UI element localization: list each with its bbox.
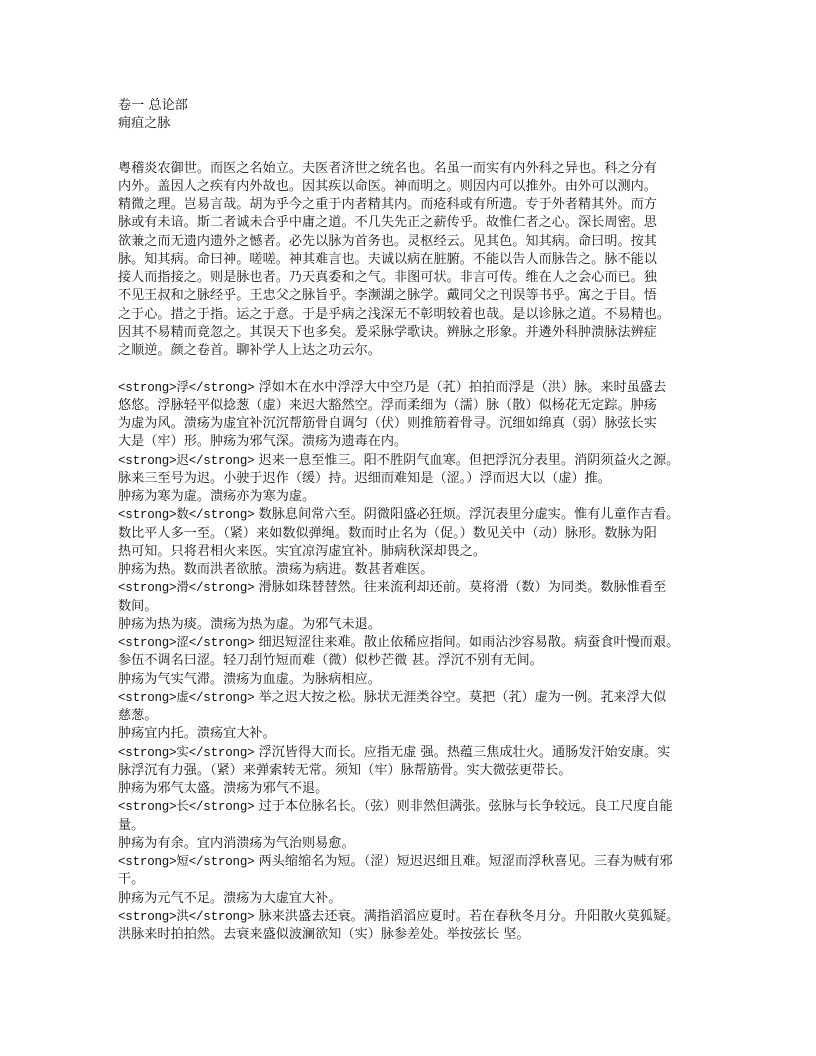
intro-line: 之于心。措之于指。运之于意。于是乎病之浅深无不彰明较着也哉。是以诊脉之道。不易精也。: [118, 306, 671, 322]
entry-line: [118, 780, 718, 798]
entry-line: [118, 762, 718, 780]
pulse-entry: [118, 634, 718, 689]
entry-text: 数比平人多一至。（紧）来如数似弹绳。数而时止名为（促。）数见关中（动）脉形。数脉为阳: [118, 525, 657, 541]
intro-line: 不见王叔和之脉经乎。王忠父之脉旨乎。李濒湖之脉学。戴同父之刊误等书乎。寓之于目。悟: [118, 288, 657, 304]
entry-line: [118, 506, 718, 524]
entry-text: 脉来洪盛去还衰。满指滔滔应夏时。若在春秋冬月分。升阳散火莫狐疑。: [254, 908, 680, 924]
entry-line: [118, 488, 718, 506]
entry-line: [118, 525, 718, 543]
section-title: 痈疽之脉: [118, 116, 171, 132]
intro-line: 因其不易精而竟忽之。其误天下也多矣。爰采脉学歌诀。辨脉之形象。并遴外科肿溃脉法辨症: [118, 324, 657, 340]
entry-text: 肿疡为气实气滞。溃疡为血虚。为脉病相应。: [118, 671, 381, 687]
pulse-name-tag: <strong>浮</strong>: [118, 380, 255, 395]
entry-line: [118, 908, 718, 926]
entry-text: 悠悠。浮脉轻平似捻葱（虚）来迟大豁然空。浮而柔细为（濡）脉（散）似杨花无定踪。肿疡: [118, 397, 657, 413]
intro-line: 接人而指接之。则是脉也者。乃天真委和之气。非图可状。非言可传。维在人之会心而已。独: [118, 270, 657, 285]
pulse-entry: [118, 689, 718, 744]
entry-line: [118, 579, 718, 597]
pulse-entry: [118, 452, 718, 507]
entry-text: 洪脉来时拍拍然。去衰来盛似波澜欲知（实）脉参差处。举按弦长 坚。: [118, 927, 530, 942]
heading-block: [118, 97, 718, 134]
entry-line: [118, 543, 718, 561]
pulse-name-tag: <strong>数</strong>: [118, 508, 255, 523]
entry-text: 两头缩缩名为短。（涩）短迟迟细且难。短涩而浮秋喜见。三春为贼有邪: [254, 854, 673, 869]
entry-text: 肿疡为有余。宜内消溃疡为气治则易愈。: [118, 835, 355, 851]
entry-line: [118, 725, 718, 743]
pulse-entry: [118, 506, 718, 579]
entry-text: 肿疡为寒为虚。溃疡亦为寒为虚。: [118, 489, 316, 504]
entry-text: 细迟短涩往来难。散止依稀应指间。如雨沾沙容易散。病蚕食叶慢而艰。: [254, 635, 680, 650]
pulse-name-tag: <strong>滑</strong>: [118, 581, 255, 596]
entry-line: [118, 671, 718, 689]
entry-line: [118, 871, 718, 889]
entry-line: [118, 433, 718, 451]
entry-text: 为虚为风。溃疡为虚宜补沉沉帮筋骨自调匀（伏）则推筋着骨寻。沉细如绵真（弱）脉弦长实: [118, 416, 657, 431]
entry-line: [118, 616, 718, 634]
pulse-name-tag: <strong>洪</strong>: [118, 909, 255, 924]
pulse-name-tag: <strong>短</strong>: [118, 855, 255, 869]
entry-line: [118, 689, 718, 707]
entry-text: 大是（牢）形。肿疡为邪气深。溃疡为遗毒在内。: [118, 434, 408, 450]
pulse-name-tag: <strong>迟</strong>: [118, 453, 255, 468]
pulse-entry: [118, 853, 718, 908]
entry-line: [118, 470, 718, 488]
intro-line: 粤稽炎农御世。而医之名始立。夫医者济世之统名也。名虽一而实有内外科之异也。科之分有: [118, 160, 657, 176]
entry-line: [118, 415, 718, 433]
pulse-entry: [118, 908, 718, 945]
document-page: [118, 97, 718, 944]
entry-text: 滑脉如珠替替然。往来流利却还前。莫将滑（数）为同类。数脉惟看至: [254, 580, 667, 596]
entry-text: 肿疡为元气不足。溃疡为大虚宜大补。: [118, 890, 342, 906]
intro-line: 欲兼之而无遗内遗外之憾者。必先以脉为首务也。灵枢经云。见其色。知其病。命曰明。按其: [118, 233, 657, 249]
entry-line: [118, 561, 718, 579]
entry-line: [118, 397, 718, 415]
intro-line: 脉或有未谙。斯二者诚未合乎中庸之道。不几失先正之薪传乎。故惟仁者之心。深长周密。思: [118, 215, 657, 231]
entry-line: [118, 835, 718, 853]
entry-text: 脉浮沉有力强。（紧）来弹索转无常。须知（牢）脉帮筋骨。实大微弦更带长。: [118, 762, 572, 778]
entry-line: [118, 926, 718, 944]
entry-text: 肿疡为热。数而洪者欲脓。溃疡为病进。数甚者难医。: [118, 562, 434, 577]
entry-text: 迟来一息至惟三。阳不胜阴气血寒。但把浮沉分表里。消阴须益火之源。: [254, 452, 680, 468]
entry-text: 热可知。只将君相火来医。实宜凉泻虚宜补。肺病秋深却畏之。: [118, 543, 487, 559]
volume-title: 卷一 总论部: [118, 98, 188, 113]
pulse-entries: [118, 379, 718, 945]
entry-text: 干。: [118, 872, 145, 888]
pulse-entry: [118, 744, 718, 799]
entry-text: 量。: [118, 817, 145, 833]
entry-line: [118, 744, 718, 762]
pulse-name-tag: <strong>实</strong>: [118, 745, 255, 760]
entry-text: 肿疡宜内托。溃疡宜大补。: [118, 726, 276, 742]
pulse-name-tag: <strong>长</strong>: [118, 800, 255, 815]
intro-line: 之顺逆。颜之卷首。聊补学人上达之功云尔。: [118, 343, 381, 358]
entry-line: [118, 817, 718, 835]
entry-line: [118, 890, 718, 908]
intro-line: 内外。盖因人之疾有内外故也。因其疾以命医。神而明之。则因内可以推外。由外可以测内。: [118, 178, 657, 194]
entry-line: [118, 652, 718, 670]
entry-text: 浮如木在水中浮浮大中空乃是（芤）拍拍而浮是（洪）脉。来时虽盛去: [254, 379, 667, 395]
entry-text: 参伍不调名曰涩。轻刀刮竹短而难（微）似杪芒微 甚。浮沉不别有无间。: [118, 653, 543, 669]
entry-line: [118, 634, 718, 652]
entry-text: 肿疡为热为痰。溃疡为热为虚。为邪气未退。: [118, 616, 381, 632]
entry-text: 举之迟大按之松。脉状无涯类谷空。莫把（芤）虚为一例。芤来浮大似: [254, 689, 667, 705]
entry-text: 过于本位脉名长。（弦）则非然但满张。弦脉与长争较远。良工尺度自能: [254, 799, 673, 815]
pulse-name-tag: <strong>涩</strong>: [118, 636, 255, 650]
pulse-name-tag: <strong>虚</strong>: [118, 690, 255, 705]
intro-line: 脉。知其病。命曰神。嗟嗟。神其难言也。夫诚以病在脏腑。不能以告人而脉告之。脉不能以: [118, 251, 657, 267]
intro-paragraph: [118, 160, 718, 361]
pulse-entry: [118, 379, 718, 452]
pulse-entry: [118, 798, 718, 853]
entry-text: 脉来三至号为迟。小驶于迟作（缓）持。迟细而难知是（涩。）浮而迟大以（虚）推。: [118, 470, 611, 486]
entry-line: [118, 707, 718, 725]
entry-line: [118, 853, 718, 871]
entry-line: [118, 452, 718, 470]
entry-line: [118, 598, 718, 616]
pulse-entry: [118, 579, 718, 634]
entry-line: [118, 798, 718, 816]
entry-text: 浮沉皆得大而长。应指无虚 强。热蕴三焦成壮火。通肠发汗始安康。实: [254, 744, 671, 760]
entry-text: 肿疡为邪气太盛。溃疡为邪气不退。: [118, 781, 329, 796]
entry-text: 慈葱。: [118, 708, 158, 723]
entry-line: [118, 379, 718, 397]
entry-text: 数脉息间常六至。阴微阳盛必狂烦。浮沉表里分虚实。惟有儿童作吉看。: [254, 507, 680, 523]
entry-text: 数间。: [118, 598, 158, 614]
intro-line: 精微之理。岂易言哉。胡为乎今之重于内者精其内。而疮科或有所遗。专于外者精其外。而方: [118, 197, 657, 212]
